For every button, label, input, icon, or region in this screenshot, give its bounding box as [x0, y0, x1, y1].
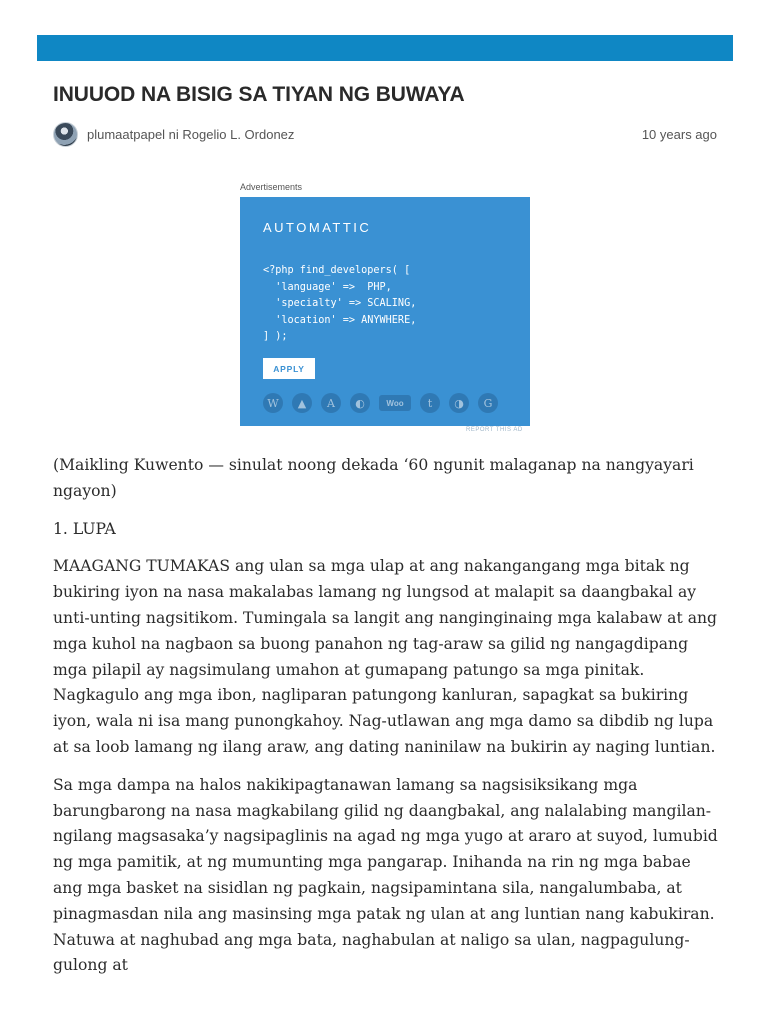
- longreads-icon: ◑: [449, 393, 469, 413]
- gravatar-icon: G: [478, 393, 498, 413]
- ad-code-snippet: <?php find_developers( [ 'language' => PHP, 'specialty' => SCALING, 'location' => ANYWHERE, ] );: [263, 265, 417, 342]
- wordpress-icon: W: [263, 393, 283, 413]
- article-paragraph: MAAGANG TUMAKAS ang ulan sa mga ulap at ang nakangangang mga bitak ng bukiring iyon na nasa makalabas lamang ng lungsod at malapit sa daangbakal ay unti-unting nagsitikom. Tumingala sa langit ang nanginginaing mga kalabaw at ang mga kuhol na nagbaon sa buong panahon ng tag-araw sa gilid ng nangagdipang mga pilapil ay nagsimulang umahon at gumapang patungo sa mga pinitak. Nagkagulo ang mga ibon, nagliparan patungong kanluran, sapagkat sa bukiring iyon, wala ni isa mang punongkahoy. Nag-utlawan ang mga damo sa dibdib ng lupa at sa loob lamang ng ilang araw, ang dating naninilaw na bukirin ay naging luntian.: [53, 557, 718, 756]
- post-meta: [53, 121, 717, 147]
- article-body: [53, 453, 719, 991]
- article-paragraph: Sa mga dampa na halos nakikipagtanawan lamang sa nagsisiksikang mga barungbarong na nasa magkabilang gilid ng daangbakal, ang nalalabing mangilan-ngilang magsasaka’y nagsipaglinis na agad ng mga yugo at araro at suyod, lumubid ng mga pamitik, at ng mumunting mga pangarap. Inihanda na rin ng mga babae ang mga basket na sisidlan ng pagkain, nagsipamintana sila, nangalumbaba, at pinagmasdan nila ang masinsing mga patak ng ulan at ang luntian nang kabukiran. Natuwa at naghubad ang mga bata, naghabulan at naligo sa ulan, nagpagulung-gulong at: [53, 775, 718, 975]
- simplenote-icon: ◐: [350, 393, 370, 413]
- ad-apply-button[interactable]: APPLY: [263, 358, 315, 379]
- author-line[interactable]: plumaatpapel ni Rogelio L. Ordonez: [87, 126, 295, 142]
- article-intro: (Maikling Kuwento — sinulat noong dekada ‘60 ngunit malaganap na nangyayari ngayon): [53, 456, 694, 500]
- report-ad-link[interactable]: REPORT THIS AD: [466, 427, 523, 433]
- site-header-bar: [37, 35, 733, 61]
- tumblr-icon: t: [420, 393, 440, 413]
- author-avatar[interactable]: [53, 122, 78, 147]
- ad-label: Advertisements: [240, 182, 303, 192]
- author-info[interactable]: [53, 122, 294, 147]
- akismet-icon: A: [321, 393, 341, 413]
- woocommerce-icon: Woo: [379, 395, 411, 411]
- jetpack-icon: ▲: [292, 393, 312, 413]
- post-timestamp: 10 years ago: [641, 126, 717, 142]
- post-title: INUUOD NA BISIG SA TIYAN NG BUWAYA: [53, 83, 465, 106]
- ad-brand-logo: AUTOMATTIC: [263, 220, 372, 235]
- ad-product-icons: [263, 393, 498, 413]
- section-heading: 1. LUPA: [53, 519, 116, 538]
- advertisement-banner[interactable]: [240, 197, 530, 426]
